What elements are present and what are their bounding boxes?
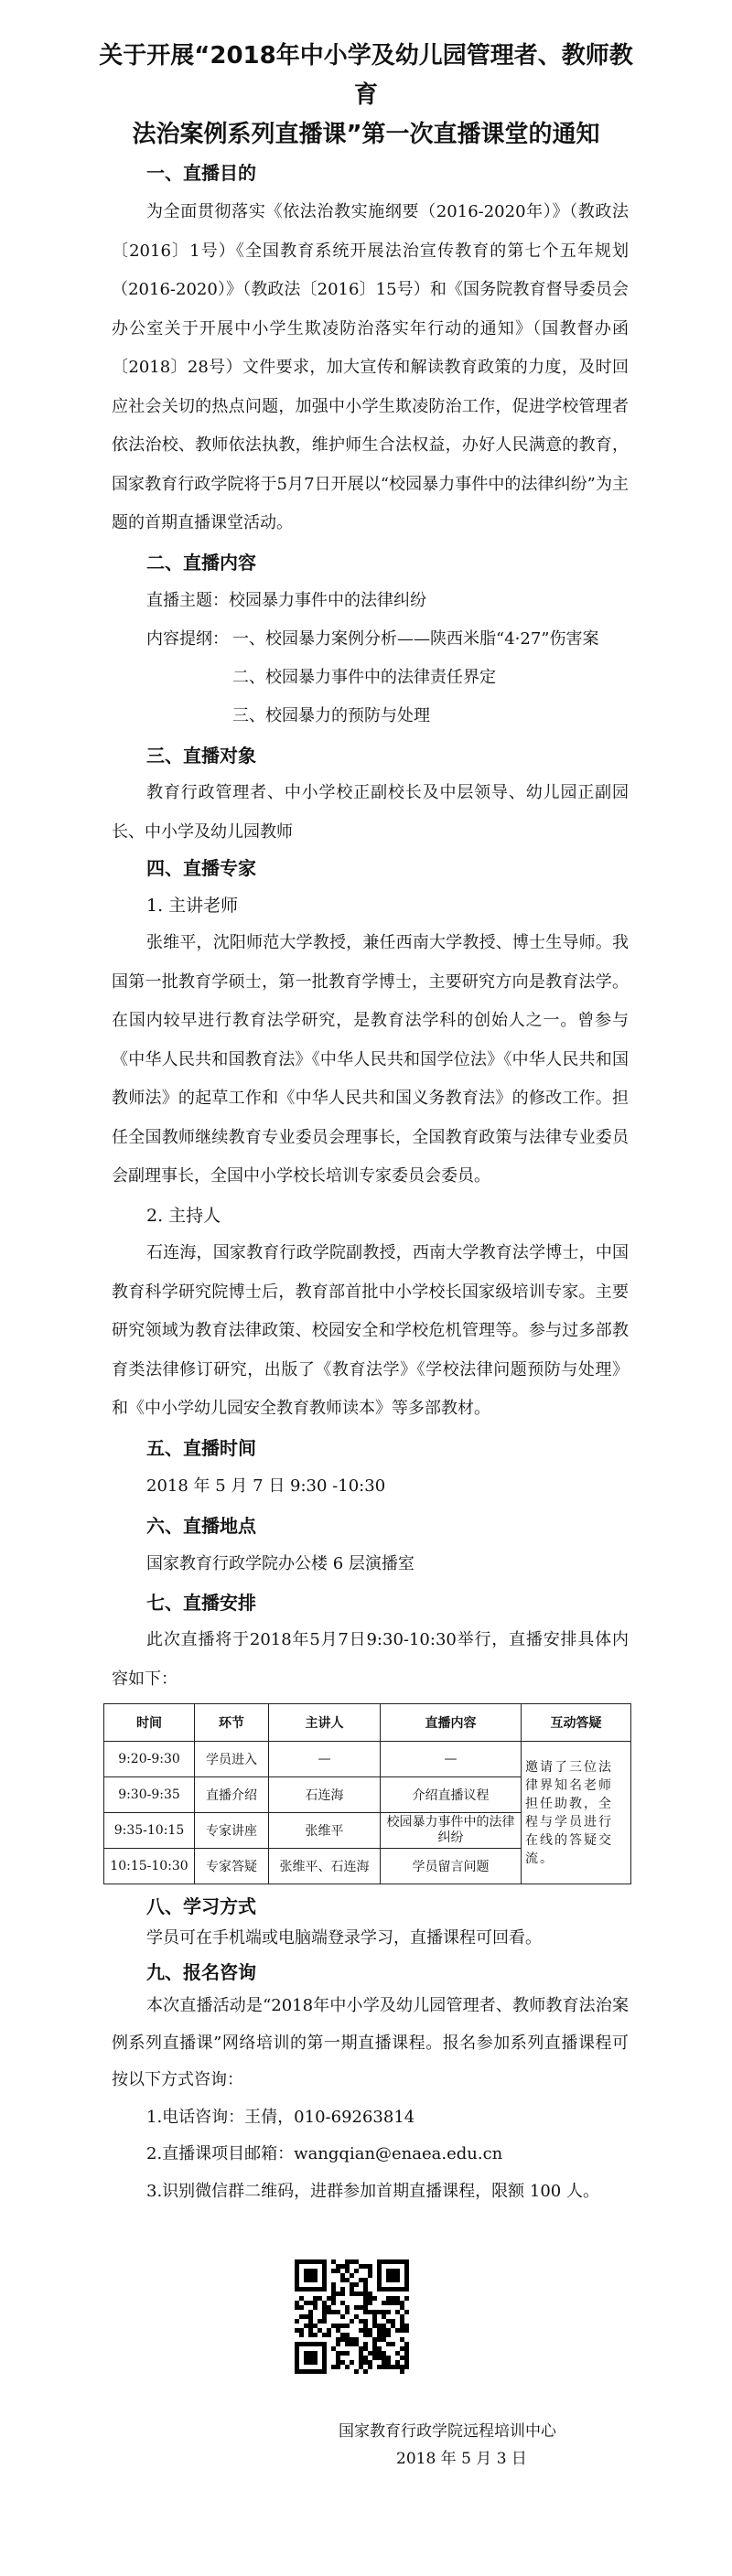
signature-date: 2018 年 5 月 3 日 — [396, 2450, 527, 2468]
outline-item: 二、校园暴力事件中的法律责任界定 — [232, 668, 496, 687]
section-heading: 九、报名咨询 — [146, 1961, 256, 1983]
cell-speaker: 张维平、石连海 — [269, 1849, 381, 1884]
contact-wechat: 3.识别微信群二维码，进群参加首期直播课程，限额 100 人。 — [146, 2182, 599, 2201]
schedule-table — [103, 1703, 631, 1884]
signature-org: 国家教育行政学院远程培训中心 — [339, 2422, 556, 2441]
cell-segment: 学员进入 — [195, 1742, 269, 1777]
column-header: 环节 — [195, 1704, 269, 1742]
host-label: 2. 主持人 — [146, 1206, 221, 1226]
section-heading: 七、直播安排 — [146, 1592, 256, 1614]
table-row — [104, 1742, 631, 1777]
cell-content: 学员留言问题 — [381, 1849, 522, 1884]
cell-time: 10:15-10:30 — [104, 1849, 195, 1884]
cell-speaker: 石连海 — [269, 1777, 381, 1813]
title-line-1: 关于开展“2018年中小学及幼儿园管理者、教师教育 — [99, 42, 633, 109]
cell-qa: 邀请了三位法律界知名老师担任助教，全程与学员进行在线的答疑交流。 — [522, 1742, 631, 1884]
host-bio: 石连海，国家教育行政学院副教授，西南大学教育法学博士，中国教育科学研究院博士后，教育部首批中小学校长国家级培训专家。主要研究领域为教育法律政策、校园安全和学校危机管理等。参与过多部教育类法律修订研究，出版了《教育法学》《学校法律问题预防与处理》和《中小学幼儿园安全教育教师读本》等多部教材。 — [112, 1243, 629, 1418]
section-heading: 六、直播地点 — [146, 1515, 256, 1537]
cell-content: 校园暴力事件中的法律纠纷 — [381, 1813, 522, 1849]
cell-time: 9:20-9:30 — [104, 1742, 195, 1777]
cell-content: 介绍直播议程 — [381, 1777, 522, 1813]
cell-time: 9:30-9:35 — [104, 1777, 195, 1813]
cell-speaker: — — [269, 1742, 381, 1777]
cell-segment: 专家讲座 — [195, 1813, 269, 1849]
wechat-qr-code[interactable] — [295, 2259, 409, 2374]
section-heading: 三、直播对象 — [146, 745, 256, 767]
contact-email[interactable]: 2.直播课项目邮箱：wangqian@enaea.edu.cn — [146, 2144, 503, 2163]
broadcast-location: 国家教育行政学院办公楼 6 层演播室 — [146, 1554, 414, 1573]
cell-time: 9:35-10:15 — [104, 1813, 195, 1849]
cell-segment: 直播介绍 — [195, 1777, 269, 1813]
column-header: 直播内容 — [381, 1704, 522, 1742]
section-paragraph: 本次直播活动是“2018年中小学及幼儿园管理者、教师教育法治案例系列直播课”网络培训的第一期直播课程。报名参加系列直播课程可按以下方式咨询： — [112, 1996, 629, 2089]
title-line-2: 法治案例系列直播课”第一次直播课堂的通知 — [132, 121, 600, 148]
section-heading: 一、直播目的 — [146, 162, 256, 184]
column-header: 时间 — [104, 1704, 195, 1742]
broadcast-time: 2018 年 5 月 7 日 9:30 -10:30 — [146, 1476, 386, 1496]
learning-method: 学员可在手机端或电脑端登录学习，直播课程可回看。 — [146, 1928, 542, 1948]
outline-label: 内容提纲： — [146, 629, 229, 649]
contact-phone: 1.电话咨询：王倩，010-69263814 — [146, 2108, 415, 2127]
outline-item: 一、校园暴力案例分析——陕西米脂“4·27”伤害案 — [232, 629, 599, 649]
table-header-row — [104, 1704, 631, 1742]
broadcast-theme: 直播主题：校园暴力事件中的法律纠纷 — [146, 591, 426, 610]
cell-segment: 专家答疑 — [195, 1849, 269, 1884]
section-heading: 五、直播时间 — [146, 1437, 256, 1459]
lecturer-label: 1. 主讲老师 — [146, 896, 239, 916]
section-heading: 四、直播专家 — [146, 857, 256, 879]
cell-speaker: 张维平 — [269, 1813, 381, 1849]
section-paragraph: 为全面贯彻落实《依法治教实施纲要（2016-2020年）》（教政法〔2016〕1号）《全国教育系统开展法治宣传教育的第七个五年规划（2016-2020）》（教政法〔2016〕15号）和《国务院教育督导委员会办公室关于开展中小学生欺凌防治落实年行动的通知》（国教督办函〔2018〕28号）文件要求，加大宣传和解读教育政策的力度，及时回应社会关切的热点问题，加强中小学生欺凌防治工作，促进学校管理者依法治校、教师依法执教，维护师生合法权益，办好人民满意的教育，国家教育行政学院将于5月7日开展以“校园暴力事件中的法律纠纷”为主题的首期直播课堂活动。 — [112, 202, 629, 532]
lecturer-bio: 张维平，沈阳师范大学教授，兼任西南大学教授、博士生导师。我国第一批教育学硕士，第一批教育学博士，主要研究方向是教育法学。在国内较早进行教育法学研究，是教育法学科的创始人之一。曾参与《中华人民共和国教育法》《中华人民共和国学位法》《中华人民共和国教师法》的起草工作和《中华人民共和国义务教育法》的修改工作。担任全国教师继续教育专业委员会理事长，全国教育政策与法律专业委员会副理事长，全国中小学校长培训专家委员会委员。 — [112, 933, 629, 1186]
page-title — [92, 37, 640, 155]
outline-item: 三、校园暴力的预防与处理 — [232, 706, 430, 725]
column-header: 互动答疑 — [522, 1704, 631, 1742]
section-heading: 八、学习方式 — [146, 1895, 256, 1917]
column-header: 主讲人 — [269, 1704, 381, 1742]
cell-content: — — [381, 1742, 522, 1777]
section-paragraph: 教育行政管理者、中小学校正副校长及中层领导、幼儿园正副园长、中小学及幼儿园教师 — [112, 783, 629, 842]
section-heading: 二、直播内容 — [146, 552, 256, 574]
section-paragraph: 此次直播将于2018年5月7日9:30-10:30举行，直播安排具体内容如下： — [112, 1630, 629, 1689]
